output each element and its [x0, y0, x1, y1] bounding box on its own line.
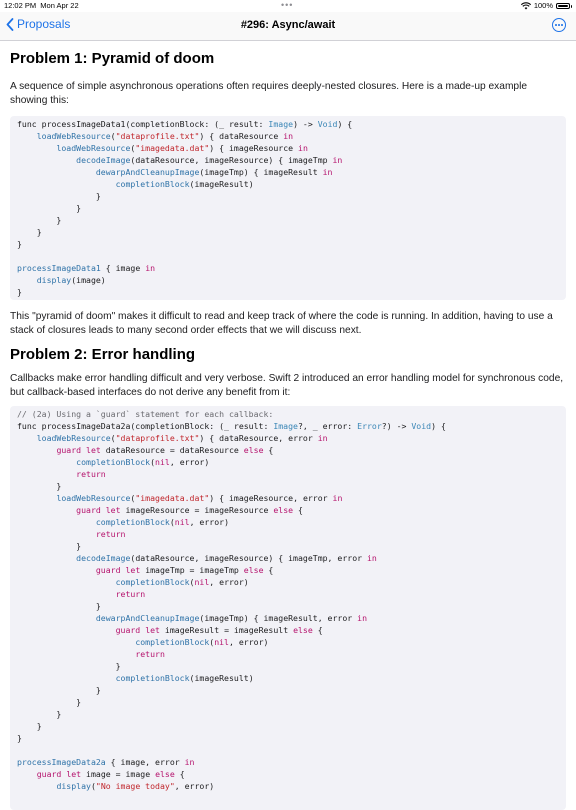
code-token: (: [169, 517, 175, 527]
code-token: }: [17, 227, 42, 237]
code-token: completionBlock: [115, 179, 190, 189]
code-token: dataResource = dataResource: [100, 445, 244, 455]
code-token: completionBlock: [115, 673, 190, 683]
status-date-text: Mon Apr 22: [40, 1, 79, 10]
code-token: [17, 565, 96, 575]
code-line: [17, 238, 566, 250]
code-line: [17, 612, 566, 624]
code-token: }: [17, 709, 62, 719]
code-line: [17, 480, 566, 492]
code-line: [17, 564, 566, 576]
code-line: [17, 756, 566, 768]
code-line: [17, 576, 566, 588]
code-token: loadWebResource: [36, 433, 111, 443]
code-token: , error): [209, 577, 249, 587]
code-token: display: [36, 275, 72, 285]
code-token: }: [17, 685, 101, 695]
code-token: ) ->: [293, 119, 318, 129]
code-token: else: [273, 505, 294, 515]
code-token: (: [189, 577, 195, 587]
code-token: }: [17, 287, 22, 297]
code-token: (imageTmp) { imageResult, error: [199, 613, 358, 623]
code-token: completionBlock: [76, 457, 151, 467]
code-token: [17, 589, 116, 599]
paragraph-problem-2-intro: Callbacks make error handling difficult and very verbose. Swift 2 introduced an error handling model for synchronous code, but callback-based interfaces do not derive any benefit from it:: [10, 373, 564, 398]
code-token: display: [56, 781, 91, 791]
code-line: [17, 142, 566, 154]
code-line: [17, 672, 566, 684]
code-token: {: [263, 445, 274, 455]
code-token: func processImageData2a(completionBlock: (_ result:: [17, 421, 274, 431]
code-token: {: [263, 565, 274, 575]
code-token: in: [332, 493, 343, 503]
code-token: Void: [317, 119, 338, 129]
wifi-icon: [521, 2, 531, 10]
code-token: [17, 505, 76, 515]
code-token: [17, 553, 76, 563]
code-token: , error): [189, 517, 229, 527]
code-line: [17, 540, 566, 552]
code-token: image = image: [81, 769, 156, 779]
code-token: [17, 131, 37, 141]
code-token: , error): [174, 781, 215, 791]
code-line: [17, 516, 566, 528]
code-token: return: [95, 529, 126, 539]
code-token: else: [293, 625, 313, 635]
status-right: [521, 0, 570, 12]
code-token: dewarpAndCleanupImage: [95, 167, 200, 177]
code-token: ) { dataResource, error: [199, 433, 318, 443]
code-token: else: [243, 445, 264, 455]
status-time-text: 12:02 PM: [4, 1, 37, 10]
code-token: loadWebResource: [56, 493, 131, 503]
code-token: nil: [155, 457, 170, 467]
code-token: }: [17, 697, 82, 707]
code-token: guard: [56, 445, 82, 455]
code-token: guard: [36, 769, 62, 779]
code-token: (dataResource, imageResource) { imageTmp: [130, 155, 333, 165]
code-line: [17, 636, 566, 648]
code-token: [17, 457, 76, 467]
code-token: ) {: [431, 421, 446, 431]
code-token: [17, 625, 116, 635]
code-line: [17, 504, 566, 516]
code-token: [17, 143, 56, 153]
code-token: [17, 179, 116, 189]
code-token: [17, 445, 56, 455]
code-token: [17, 529, 96, 539]
code-line: [17, 118, 566, 130]
code-token: [17, 637, 135, 647]
code-token: }: [17, 191, 101, 201]
code-line: [17, 780, 566, 792]
code-token: {: [293, 505, 303, 515]
code-line: [17, 250, 566, 262]
code-token: let: [105, 505, 121, 515]
code-token: else: [155, 769, 175, 779]
battery-icon: [556, 3, 570, 9]
code-token: (: [90, 781, 96, 791]
paragraph-problem-1-intro: A sequence of simple asynchronous operations often requires deeply-nested closures. Here is a made-up example showing this:: [10, 81, 528, 106]
code-line: [17, 468, 566, 480]
code-token: nil: [174, 517, 190, 527]
code-token: // (2a) Using a `guard` statement for each callback:: [17, 409, 274, 419]
code-token: [17, 577, 116, 587]
code-line: [17, 226, 566, 238]
code-line: [17, 274, 566, 286]
code-line: [17, 432, 566, 444]
code-token: return: [76, 469, 106, 479]
code-token: }: [17, 481, 62, 491]
code-token: in: [317, 433, 328, 443]
code-line: [17, 732, 566, 744]
code-token: completionBlock: [135, 637, 210, 647]
code-line: [17, 456, 566, 468]
code-token: ) { dataResource: [199, 131, 284, 141]
code-line: [17, 130, 566, 142]
code-line: [17, 166, 566, 178]
code-token: }: [17, 601, 101, 611]
code-token: guard: [76, 505, 101, 515]
code-token: in: [322, 167, 333, 177]
page-title: #296: Async/await: [240, 19, 336, 31]
code-token: { image: [100, 263, 146, 273]
code-token: [17, 433, 37, 443]
code-token: return: [115, 589, 146, 599]
code-token: completionBlock: [115, 577, 190, 587]
code-token: imageTmp = imageTmp: [140, 565, 244, 575]
code-token: in: [145, 263, 156, 273]
code-token: Image: [273, 421, 298, 431]
code-token: in: [283, 131, 294, 141]
code-line: [17, 552, 566, 564]
code-token: nil: [194, 577, 210, 587]
code-token: decodeImage: [76, 553, 131, 563]
code-token: [17, 781, 56, 791]
code-token: ) { imageResource: [209, 143, 299, 153]
code-token: imageResult = imageResult: [159, 625, 294, 635]
code-token: }: [17, 541, 82, 551]
code-line: [17, 624, 566, 636]
code-token: (: [130, 493, 136, 503]
code-token: (image): [71, 275, 106, 285]
code-token: let: [145, 625, 160, 635]
code-line: [17, 708, 566, 720]
code-token: }: [17, 203, 82, 213]
battery-percent: 100%: [533, 1, 553, 10]
section-heading-problem-2: Problem 2: Error handling: [10, 346, 196, 363]
code-token: "imagedata.dat": [135, 493, 210, 503]
code-line: [17, 768, 566, 780]
code-line: [17, 600, 566, 612]
section-heading-problem-1: Problem 1: Pyramid of doom: [10, 50, 215, 67]
code-token: processImageData1: [17, 263, 101, 273]
code-token: "dataprofile.txt": [115, 131, 200, 141]
code-line: [17, 588, 566, 600]
code-line: [17, 492, 566, 504]
code-token: [17, 517, 96, 527]
code-token: "No image today": [95, 781, 175, 791]
code-token: Error: [357, 421, 382, 431]
code-token: dewarpAndCleanupImage: [95, 613, 200, 623]
code-line: [17, 444, 566, 456]
code-token: in: [332, 155, 343, 165]
proposal-content: [10, 40, 566, 810]
code-token: (: [209, 637, 215, 647]
code-line: [17, 696, 566, 708]
multitasking-dots-icon[interactable]: •••: [281, 0, 294, 10]
code-token: let: [66, 769, 82, 779]
code-token: [17, 673, 116, 683]
code-token: in: [298, 143, 308, 153]
code-token: "imagedata.dat": [135, 143, 210, 153]
code-token: }: [17, 721, 42, 731]
code-token: Image: [268, 119, 294, 129]
code-token: processImageData2a: [17, 757, 106, 767]
code-line: [17, 660, 566, 672]
more-options-icon[interactable]: [552, 18, 566, 32]
code-token: (imageTmp) { imageResult: [199, 167, 323, 177]
status-time: [4, 0, 79, 12]
code-token: {: [312, 625, 323, 635]
code-token: guard: [115, 625, 141, 635]
code-token: (: [110, 433, 116, 443]
code-line: [17, 720, 566, 732]
code-token: ) { imageResource, error: [209, 493, 333, 503]
navigation-bar: [0, 12, 576, 41]
code-token: (: [130, 143, 136, 153]
code-block-1: [10, 116, 566, 300]
code-line: [17, 408, 566, 420]
code-token: [17, 167, 96, 177]
code-line: [17, 202, 566, 214]
code-token: ) {: [337, 119, 353, 129]
code-token: (imageResult): [189, 673, 254, 683]
code-token: else: [243, 565, 264, 575]
code-token: [17, 469, 76, 479]
code-line: [17, 286, 566, 298]
code-token: {: [174, 769, 185, 779]
code-token: decodeImage: [76, 155, 131, 165]
back-button-label: Proposals: [17, 17, 71, 31]
code-line: [17, 178, 566, 190]
code-token: [17, 493, 56, 503]
code-line: [17, 190, 566, 202]
code-token: }: [17, 215, 62, 225]
code-token: }: [17, 239, 22, 249]
code-token: , error): [169, 457, 210, 467]
code-token: func processImageData1(completionBlock: (_ result:: [17, 119, 269, 129]
code-token: in: [184, 757, 195, 767]
code-token: let: [125, 565, 141, 575]
code-token: imageResource = imageResource: [120, 505, 274, 515]
code-token: (: [110, 131, 116, 141]
status-bar: [0, 0, 576, 12]
code-token: in: [357, 613, 367, 623]
code-token: in: [367, 553, 377, 563]
code-token: ?) ->: [381, 421, 412, 431]
code-token: [17, 769, 37, 779]
code-token: }: [17, 661, 121, 671]
code-token: ?, _ error:: [297, 421, 358, 431]
code-line: [17, 648, 566, 660]
code-token: [17, 275, 37, 285]
code-line: [17, 684, 566, 696]
code-token: "dataprofile.txt": [115, 433, 200, 443]
code-token: let: [86, 445, 101, 455]
code-token: loadWebResource: [36, 131, 111, 141]
code-token: loadWebResource: [56, 143, 131, 153]
code-line: [17, 262, 566, 274]
code-token: completionBlock: [95, 517, 170, 527]
code-line: [17, 214, 566, 226]
code-token: (dataResource, imageResource) { imageTmp, error: [130, 553, 367, 563]
code-token: [17, 613, 96, 623]
code-token: return: [135, 649, 165, 659]
code-line: [17, 528, 566, 540]
code-line: [17, 154, 566, 166]
code-token: [17, 649, 135, 659]
code-token: , error): [229, 637, 269, 647]
code-token: Void: [411, 421, 432, 431]
paragraph-problem-1-after: This "pyramid of doom" makes it difficult to read and keep track of where the code is running. In addition, having to use a stack of closures leads to many second order effects that we will discuss next.: [10, 311, 553, 336]
code-token: { image, error: [105, 757, 185, 767]
code-token: [17, 155, 76, 165]
code-token: nil: [214, 637, 229, 647]
code-line: [17, 420, 566, 432]
code-token: guard: [95, 565, 121, 575]
code-token: (imageResult): [189, 179, 254, 189]
code-line: [17, 744, 566, 756]
code-block-2: [10, 406, 566, 810]
code-token: }: [17, 733, 22, 743]
code-token: (: [150, 457, 156, 467]
